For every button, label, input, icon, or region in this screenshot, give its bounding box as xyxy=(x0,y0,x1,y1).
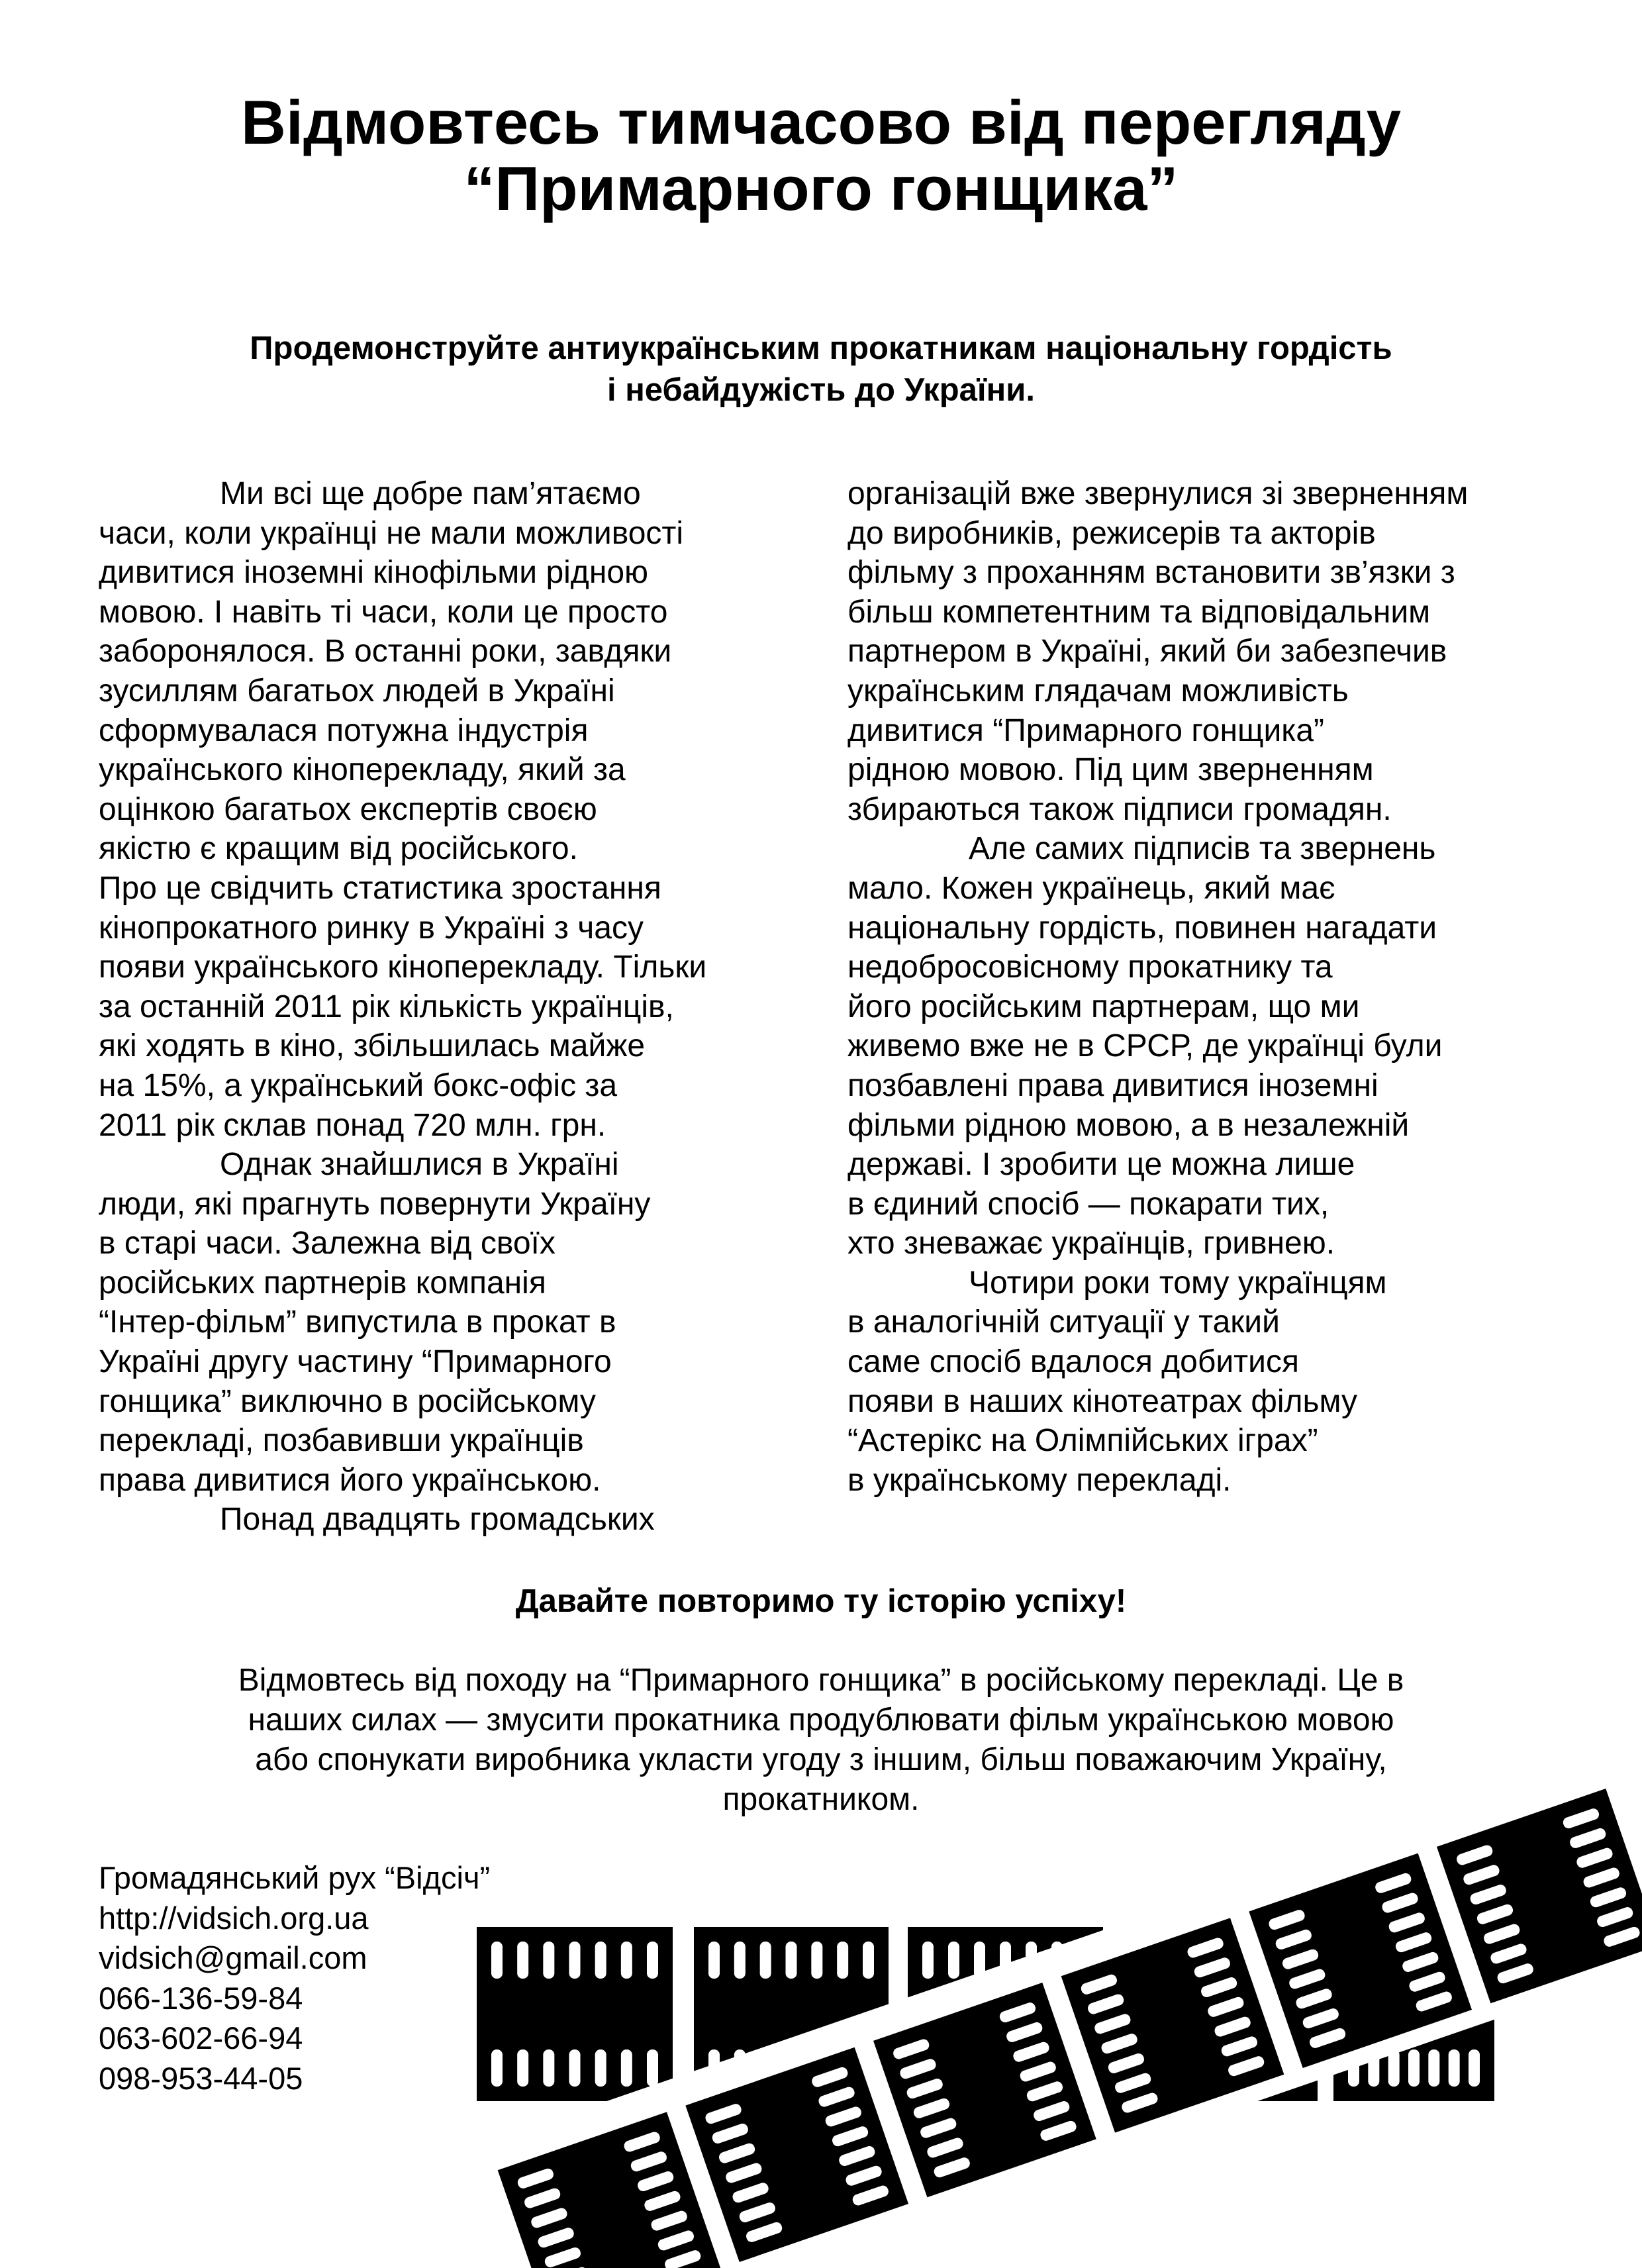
text-line: “Інтер-фільм” випустила в прокат в xyxy=(99,1305,616,1340)
sprocket-hole xyxy=(1408,2049,1420,2087)
text-line: Але самих підписів та звернень xyxy=(969,831,1436,867)
sprocket-hole xyxy=(1469,2049,1480,2087)
text-line: появи українського кіноперекладу. Тільки xyxy=(99,950,707,985)
text-line: більш компетентним та відповідальним xyxy=(847,594,1431,630)
closing-line: Відмовтесь від походу на “Примарного гонщика” в російському перекладі. Це в xyxy=(238,1663,1404,1698)
subtitle-line: Продемонструйте антиукраїнським прокатникам національну гордість xyxy=(250,330,1392,366)
sprocket-hole xyxy=(569,2049,581,2087)
text-line: збираються також підписи громадян. xyxy=(847,791,1392,827)
text-line: Про це свідчить статистика зростання xyxy=(99,870,661,906)
email-link[interactable]: vidsich@gmail.com xyxy=(99,1940,367,1975)
text-line: люди, які прагнуть повернути Україну xyxy=(99,1186,651,1222)
text-line: саме спосіб вдалося добитися xyxy=(847,1344,1299,1380)
text-line: права дивитися його українською. xyxy=(99,1462,601,1498)
sprocket-hole xyxy=(734,1942,746,1979)
sprocket-hole xyxy=(948,1942,959,1979)
text-line: Ми всі ще добре пам’ятаємо xyxy=(220,476,641,511)
text-line: до виробників, режисерів та акторів xyxy=(847,515,1376,551)
website-link[interactable]: http://vidsich.org.ua xyxy=(99,1900,369,1936)
text-line: партнером в Україні, який би забезпечив xyxy=(847,634,1447,669)
phone-number: 098-953-44-05 xyxy=(99,2060,303,2096)
text-line: на 15%, а український бокс-офіс за xyxy=(99,1067,618,1103)
text-line: появи в наших кінотеатрах фільму xyxy=(847,1383,1358,1419)
sprocket-hole xyxy=(543,1942,554,1979)
text-line: “Астерікс на Олімпійських іграх” xyxy=(847,1423,1318,1459)
text-line: перекладі, позбавивши українців xyxy=(99,1423,584,1459)
text-line: в єдиний спосіб — покарати тих, xyxy=(847,1186,1329,1222)
sprocket-hole xyxy=(595,1942,606,1979)
text-line: Україні другу частину “Примарного xyxy=(99,1344,612,1380)
text-line: українським глядачам можливість xyxy=(847,673,1349,709)
sprocket-hole xyxy=(811,1942,822,1979)
text-line: Однак знайшлися в Україні xyxy=(220,1147,619,1183)
sprocket-hole xyxy=(760,1942,771,1979)
text-line: його російським партнерам, що ми xyxy=(847,989,1360,1024)
text-line: українського кіноперекладу, який за xyxy=(99,752,626,788)
sprocket-hole xyxy=(543,2049,554,2087)
text-line: державі. І зробити це можна лише xyxy=(847,1147,1355,1183)
text-line: Чотири роки тому українцям xyxy=(969,1265,1387,1301)
title-line: Відмовтесь тимчасово від перегляду xyxy=(240,87,1402,157)
text-line: в старі часи. Залежна від своїх xyxy=(99,1226,555,1261)
sprocket-hole xyxy=(517,2049,528,2087)
sprocket-hole xyxy=(647,1942,658,1979)
phone-number: 063-602-66-94 xyxy=(99,2020,303,2055)
text-line: які ходять в кіно, збільшилась майже xyxy=(99,1028,646,1064)
text-line: фільми рідною мовою, а в незалежній xyxy=(847,1107,1410,1143)
text-line: часи, коли українці не мали можливості xyxy=(99,515,684,551)
title-line: “Примарного гонщика” xyxy=(463,154,1179,223)
contacts xyxy=(99,1858,490,2098)
sprocket-hole xyxy=(491,1942,503,1979)
organization-name: Громадянський рух “Відсіч” xyxy=(99,1860,491,1895)
sprocket-hole xyxy=(621,1942,632,1979)
text-line: оцінкою багатьох експертів своєю xyxy=(99,791,597,827)
text-line: сформувалася потужна індустрія xyxy=(99,713,589,748)
film-frame xyxy=(477,1927,673,2101)
text-line: живемо вже не в СРСР, де українці були xyxy=(847,1028,1443,1064)
text-line: зусиллям багатьох людей в Україні xyxy=(99,673,615,709)
text-line: позбавлені права дивитися іноземні xyxy=(847,1067,1378,1103)
text-line: за останній 2011 рік кількість українців, xyxy=(99,989,674,1024)
text-line: 2011 рік склав понад 720 млн. грн. xyxy=(99,1107,606,1143)
sprocket-hole xyxy=(621,2049,632,2087)
text-line: національну гордість, повинен нагадати xyxy=(847,910,1437,946)
sprocket-hole xyxy=(922,1942,934,1979)
text-line: рідною мовою. Під цим зверненням xyxy=(847,752,1374,788)
phone-number: 066-136-59-84 xyxy=(99,1980,303,2016)
sprocket-hole xyxy=(837,1942,848,1979)
text-line: в аналогічній ситуації у такий xyxy=(847,1305,1280,1340)
sprocket-hole xyxy=(786,1942,797,1979)
call-to-action: Давайте повторимо ту історію успіху! xyxy=(515,1583,1127,1619)
text-line: недобросовісному прокатнику та xyxy=(847,950,1333,985)
text-line: дивитися іноземні кінофільми рідною xyxy=(99,555,649,591)
sprocket-hole xyxy=(517,1942,528,1979)
text-line: хто зневажає українців, гривнею. xyxy=(847,1226,1335,1261)
subtitle-line: і небайдужість до України. xyxy=(606,372,1036,408)
text-line: в українському перекладі. xyxy=(847,1462,1232,1498)
text-line: якістю є кращим від російського. xyxy=(99,831,578,867)
text-line: заборонялося. В останні роки, завдяки xyxy=(99,634,672,669)
sprocket-hole xyxy=(708,1942,720,1979)
text-line: мовою. І навіть ті часи, коли це просто xyxy=(99,594,668,630)
text-line: кінопрокатного ринку в Україні з часу xyxy=(99,910,644,946)
sprocket-hole xyxy=(595,2049,606,2087)
sprocket-hole xyxy=(569,1942,581,1979)
text-line: гонщика” виключно в російському xyxy=(99,1383,596,1419)
text-line: російських партнерів компанія xyxy=(99,1265,546,1301)
closing-line: або спонукати виробника укласти угоду з іншим, більш поважаючим Україну, xyxy=(255,1742,1387,1777)
closing-line: прокатником. xyxy=(722,1782,920,1817)
text-line: мало. Кожен українець, який має xyxy=(847,870,1335,906)
text-line: дивитися “Примарного гонщика” xyxy=(847,713,1325,748)
text-line: фільму з проханням встановити зв’язки з xyxy=(847,555,1455,591)
closing-line: наших силах — змусити прокатника продублювати фільм українською мовою xyxy=(248,1702,1394,1738)
text-line: організацій вже звернулися зі зверненням xyxy=(847,476,1469,511)
text-line: Понад двадцять громадських xyxy=(220,1502,655,1538)
sprocket-hole xyxy=(491,2049,503,2087)
sprocket-hole xyxy=(863,1942,874,1979)
sprocket-hole xyxy=(647,2049,658,2087)
sprocket-hole xyxy=(1449,2049,1460,2087)
sprocket-hole xyxy=(1428,2049,1439,2087)
